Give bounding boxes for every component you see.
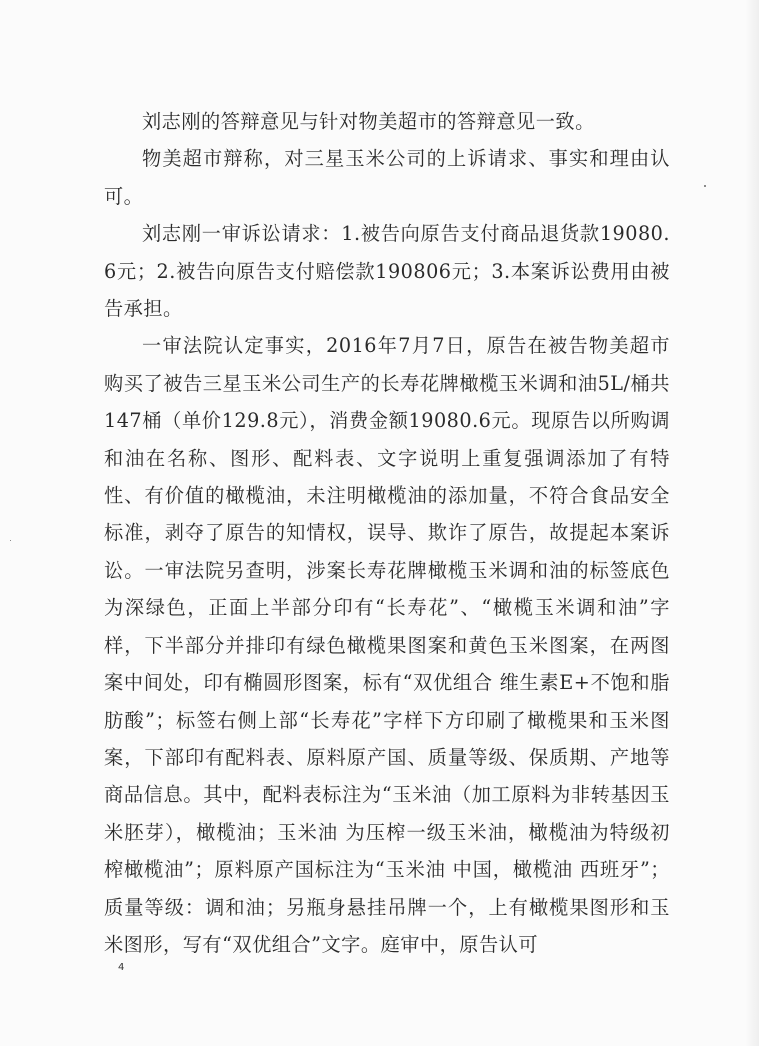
scan-speck [704, 185, 706, 187]
scan-shadow [745, 0, 759, 1046]
page-number: 4 [118, 962, 125, 973]
document-body [104, 103, 670, 963]
paragraph-first-instance-facts: 一审法院认定事实，2016年7月7日，原告在被告物美超市购买了被告三星玉米公司生产的长寿花牌橄榄玉米调和油5L/桶共147桶（单价129.8元），消费金额19080.6元。现原告以所购调和油在名称、图形、配料表、文字说明上重复强调添加了有特性、有价值的橄榄油，未注明橄榄油的添加量，不符合食品安全标准，剥夺了原告的知情权，误导、欺诈了原告，故提起本案诉讼。一审法院另查明，涉案长寿花牌橄榄玉米调和油的标签底色为深绿色，正面上半部分印有“长寿花”、“橄榄玉米调和油”字样，下半部分并排印有绿色橄榄果图案和黄色玉米图案，在两图案中间处，印有椭圆形图案，标有“双优组合 维生素E+不饱和脂肪酸”；标签右侧上部“长寿花”字样下方印刷了橄榄果和玉米图案，下部印有配料表、原料原产国、质量等级、保质期、产地等商品信息。其中，配料表标注为“玉米油（加工原料为非转基因玉米胚芽），橄榄油；玉米油 为压榨一级玉米油，橄榄油为特级初榨橄榄油”；原料原产国标注为“玉米油 中国，橄榄油 西班牙”；质量等级：调和油；另瓶身悬挂吊牌一个，上有橄榄果图形和玉米图形，写有“双优组合”文字。庭审中，原告认可 [104, 334, 670, 956]
paragraph-respondent-wumart: 物美超市辩称，对三星玉米公司的上诉请求、事实和理由认可。 [104, 147, 670, 208]
scan-speck [10, 540, 11, 541]
paragraph-first-instance-claims: 刘志刚一审诉讼请求：1.被告向原告支付商品退货款19080.6元；2.被告向原告支付赔偿款190806元；3.本案诉讼费用由被告承担。 [104, 222, 670, 321]
paragraph-respondent-liu: 刘志刚的答辩意见与针对物美超市的答辩意见一致。 [142, 110, 595, 133]
